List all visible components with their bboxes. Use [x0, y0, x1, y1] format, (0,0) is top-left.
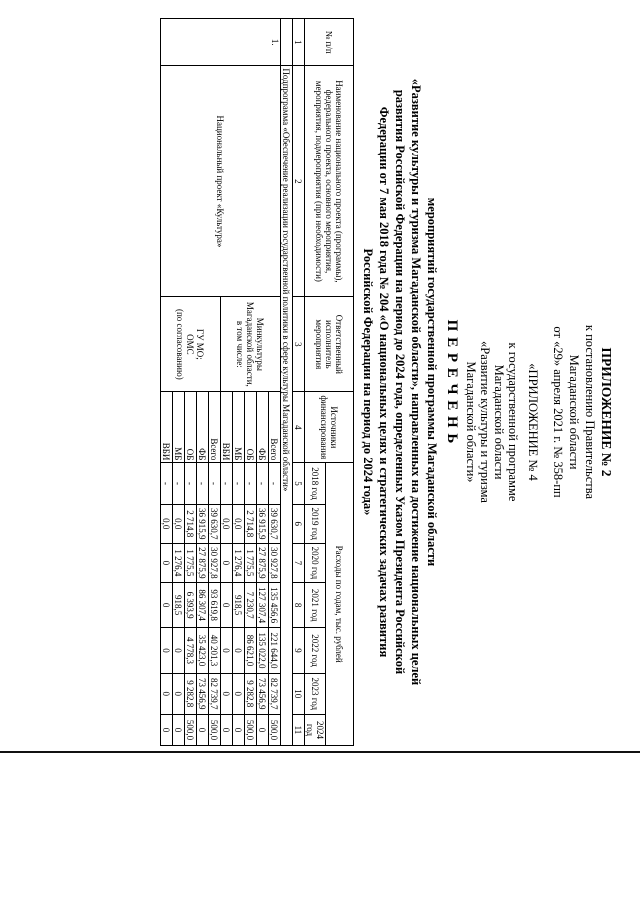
appendix-header: [550, 262, 614, 562]
value-cell: -: [197, 463, 209, 504]
value-cell: -: [245, 463, 257, 504]
value-cell: 73 456,9: [257, 673, 269, 714]
appendix-line: Магаданской области: [567, 354, 581, 470]
source-cell: Всего: [209, 392, 221, 463]
header-year: 2019 год: [305, 504, 326, 543]
value-cell: 7 230,7: [245, 582, 257, 627]
value-cell: 73 456,9: [197, 673, 209, 714]
value-cell: 0,0: [161, 504, 173, 543]
value-cell: 0: [161, 543, 173, 582]
subprogram-no: [281, 19, 293, 66]
value-cell: -: [233, 463, 245, 504]
value-cell: -: [161, 463, 173, 504]
value-cell: 0: [173, 628, 185, 673]
value-cell: 9 282,8: [245, 673, 257, 714]
title-line: мероприятий государственной программы Магаданской области: [425, 197, 439, 567]
page-divider-line: [0, 751, 640, 753]
value-cell: 918,5: [173, 582, 185, 627]
value-cell: 0: [221, 582, 233, 627]
header-year: 2021 год: [305, 582, 326, 627]
value-cell: 27 875,9: [197, 543, 209, 582]
value-cell: 1 775,5: [245, 543, 257, 582]
header-executor: Ответственный исполнитель мероприятия: [305, 297, 354, 392]
value-cell: 30 927,8: [209, 543, 221, 582]
title-line: развития Российской Федерации на период до 2024 года, определенных Указом Президента Российской: [393, 89, 407, 675]
title-line: Федерации от 7 мая 2018 года № 204 «О национальных целях и стратегических задачах развития: [377, 106, 391, 658]
subprogram-title: Подпрограмма «Обеспечение реализации государственной политики в сфере культуры Магаданской области»: [281, 66, 293, 746]
value-cell: -: [209, 463, 221, 504]
appendix-line: «Развитие культуры и туризма: [478, 341, 492, 503]
value-cell: 0,0: [233, 504, 245, 543]
appendix-number: ПРИЛОЖЕНИЕ № 2: [599, 347, 614, 477]
value-cell: 9 282,8: [185, 673, 197, 714]
appendix-line: к государственной программе: [506, 342, 520, 502]
executor-line: ГУ МО;: [195, 328, 206, 360]
value-cell: 127 307,4: [257, 582, 269, 627]
appendix-header-2: [464, 262, 540, 582]
value-cell: 0: [257, 714, 269, 745]
executor-line: (по согласованию): [175, 308, 186, 380]
value-cell: 35 423,0: [197, 628, 209, 673]
value-cell: 30 927,8: [269, 543, 281, 582]
appendix-line: Магаданской области: [492, 364, 506, 480]
source-cell: Всего: [269, 392, 281, 463]
executor-line: ОМС: [185, 334, 196, 355]
value-cell: 40 201,3: [209, 628, 221, 673]
value-cell: 0: [161, 582, 173, 627]
value-cell: 500,0: [209, 714, 221, 745]
source-cell: ВБИ: [161, 392, 173, 463]
value-cell: 500,0: [185, 714, 197, 745]
value-cell: 0: [161, 714, 173, 745]
appendix-line: Магаданской области»: [464, 361, 478, 483]
col-num: 5: [293, 463, 305, 504]
value-cell: 86 621,0: [245, 628, 257, 673]
value-cell: 39 630,7: [269, 504, 281, 543]
executor-ministry: Минкультуры Магаданской области, в том числе:: [221, 297, 281, 392]
value-cell: 0: [173, 714, 185, 745]
value-cell: 0: [221, 673, 233, 714]
value-cell: 0: [161, 628, 173, 673]
value-cell: 0,0: [221, 504, 233, 543]
col-num: 10: [293, 673, 305, 714]
row-number: 1.: [161, 19, 281, 66]
header-year: 2022 год: [305, 628, 326, 673]
value-cell: 2 714,8: [185, 504, 197, 543]
header-year: 2023 год: [305, 673, 326, 714]
col-num: 8: [293, 582, 305, 627]
value-cell: 0: [197, 714, 209, 745]
source-cell: ФБ: [257, 392, 269, 463]
value-cell: 0: [233, 714, 245, 745]
value-cell: 500,0: [245, 714, 257, 745]
project-name: Национальный проект «Культура»: [161, 66, 281, 297]
executor-gu-oms: [161, 297, 221, 392]
value-cell: 918,5: [233, 582, 245, 627]
value-cell: 0: [221, 543, 233, 582]
value-cell: -: [257, 463, 269, 504]
col-num: 11: [293, 714, 305, 745]
source-cell: ВБИ: [221, 392, 233, 463]
source-cell: ФБ: [197, 392, 209, 463]
value-cell: 0,0: [173, 504, 185, 543]
header-source: Источники финансирования: [305, 392, 354, 463]
expenses-table: [160, 18, 354, 746]
value-cell: -: [221, 463, 233, 504]
title-line: «Развитие культуры и туризма Магаданской области», направленных на достижение национальных целей: [409, 78, 423, 686]
column-numbers-row: [293, 19, 305, 746]
value-cell: 36 915,9: [257, 504, 269, 543]
appendix-date: от «29» апреля 2021 г. № 358-пп: [551, 326, 565, 498]
value-cell: 221 644,0: [269, 628, 281, 673]
col-num: 9: [293, 628, 305, 673]
value-cell: 1 276,4: [233, 543, 245, 582]
value-cell: 6 393,9: [185, 582, 197, 627]
value-cell: 0: [173, 673, 185, 714]
appendix-line: к постановлению Правительства: [583, 324, 597, 500]
value-cell: 4 778,3: [185, 628, 197, 673]
value-cell: 135 022,0: [257, 628, 269, 673]
col-num: 3: [293, 297, 305, 392]
value-cell: 1 775,5: [185, 543, 197, 582]
appendix-number-2: «ПРИЛОЖЕНИЕ № 4: [526, 363, 540, 481]
value-cell: 500,0: [269, 714, 281, 745]
value-cell: 2 714,8: [245, 504, 257, 543]
table-row: [269, 19, 281, 746]
document-heading: П Е Р Е Ч Е Н Ь: [444, 319, 460, 445]
value-cell: 86 307,4: [197, 582, 209, 627]
header-year: 2018 год: [305, 463, 326, 504]
value-cell: 82 739,7: [269, 673, 281, 714]
value-cell: 0: [221, 714, 233, 745]
value-cell: 135 456,6: [269, 582, 281, 627]
value-cell: 0: [233, 628, 245, 673]
source-cell: МБ: [173, 392, 185, 463]
col-num: 6: [293, 504, 305, 543]
value-cell: 39 630,7: [209, 504, 221, 543]
value-cell: 93 619,8: [209, 582, 221, 627]
header-year: 2024 год: [305, 714, 326, 745]
col-num: 4: [293, 392, 305, 463]
source-cell: ОБ: [185, 392, 197, 463]
title-line: Российской Федерации на период до 2024 года»: [361, 248, 375, 516]
col-num: 7: [293, 543, 305, 582]
value-cell: 27 875,9: [257, 543, 269, 582]
value-cell: -: [185, 463, 197, 504]
source-cell: ОБ: [245, 392, 257, 463]
value-cell: 36 915,9: [197, 504, 209, 543]
col-num: 1: [293, 19, 305, 66]
value-cell: 82 739,7: [209, 673, 221, 714]
header-name: Наименование национального проекта (программы), федерального проекта, основного мероприятия, мероприятия, подмероприятия (при необходимости): [305, 66, 354, 297]
header-year: 2020 год: [305, 543, 326, 582]
header-expenses: Расходы по годам, тыс. рублей: [326, 463, 354, 746]
value-cell: 0: [221, 628, 233, 673]
value-cell: -: [269, 463, 281, 504]
col-num: 2: [293, 66, 305, 297]
source-cell: МБ: [233, 392, 245, 463]
value-cell: 0: [233, 673, 245, 714]
rotated-landscape-content: [36, 12, 616, 752]
value-cell: 0: [161, 673, 173, 714]
header-no: № п/п: [305, 19, 354, 66]
value-cell: -: [173, 463, 185, 504]
value-cell: 1 276,4: [173, 543, 185, 582]
